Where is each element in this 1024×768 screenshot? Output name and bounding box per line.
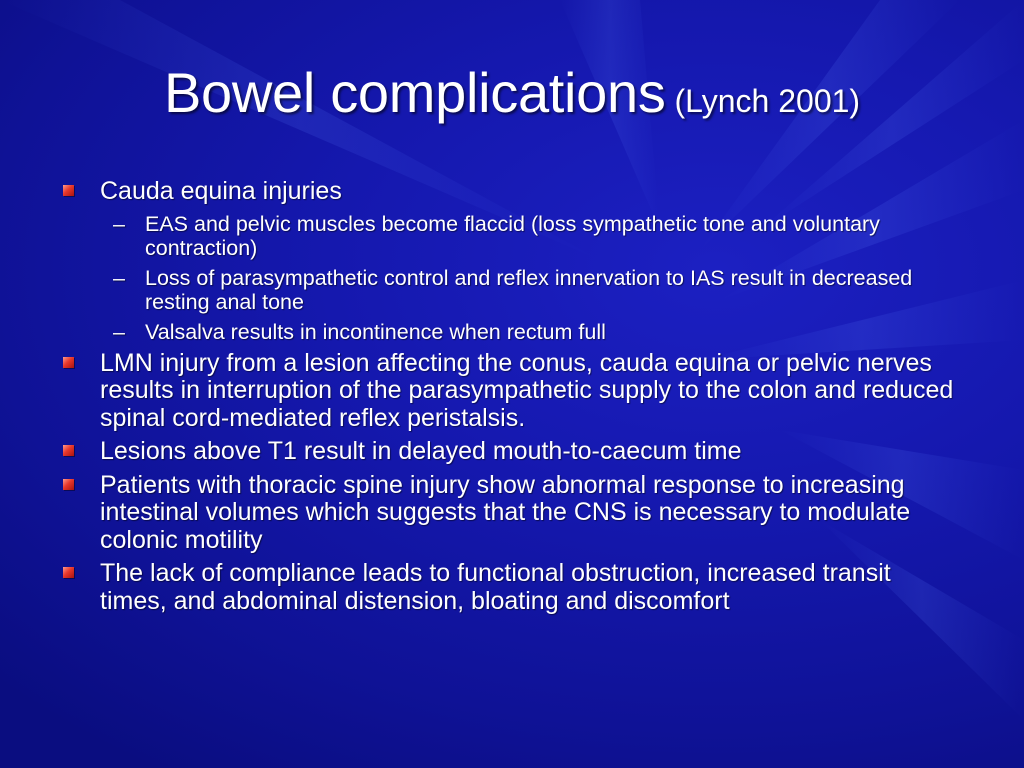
- sub-bullet-text: EAS and pelvic muscles become flaccid (loss sympathetic tone and voluntary contraction): [145, 211, 880, 260]
- dash-icon: –: [113, 211, 125, 236]
- sub-bullet-item: [0, 212, 1024, 260]
- bullet-square-icon: [63, 357, 74, 368]
- bullet-list: [0, 178, 1024, 621]
- bullet-text: Lesions above T1 result in delayed mouth-to-caecum time: [100, 437, 742, 465]
- bullet-square-icon: [63, 479, 74, 490]
- bullet-text: Cauda equina injuries: [100, 177, 342, 205]
- dash-icon: –: [113, 319, 125, 344]
- sub-bullet-list: [0, 212, 1024, 344]
- bullet-square-icon: [63, 567, 74, 578]
- slide-title: [0, 60, 1024, 125]
- bullet-item: [0, 472, 1024, 555]
- bullet-item: [0, 178, 1024, 206]
- title-citation: (Lynch 2001): [674, 83, 861, 119]
- bullet-text: Patients with thoracic spine injury show abnormal response to increasing intestinal volumes which suggests that the CNS is necessary to modulate colonic motility: [100, 470, 911, 554]
- bullet-item: [0, 438, 1024, 466]
- bullet-text: LMN injury from a lesion affecting the conus, cauda equina or pelvic nerves results in interruption of the parasympathetic supply to the colon and reduced spinal cord-mediated reflex peristalsis.: [100, 348, 954, 432]
- bullet-item: [0, 350, 1024, 433]
- sub-bullet-text: Loss of parasympathetic control and reflex innervation to IAS result in decreased resting anal tone: [145, 265, 913, 314]
- title-main-text: Bowel complications: [163, 61, 666, 124]
- dash-icon: –: [113, 265, 125, 290]
- bullet-item: [0, 560, 1024, 615]
- sub-bullet-item: [0, 266, 1024, 314]
- sub-bullet-text: Valsalva results in incontinence when rectum full: [145, 319, 606, 344]
- bullet-text: The lack of compliance leads to functional obstruction, increased transit times, and abdominal distension, bloating and discomfort: [100, 559, 891, 615]
- bullet-square-icon: [63, 445, 74, 456]
- bullet-square-icon: [63, 185, 74, 196]
- sub-bullet-item: [0, 320, 1024, 344]
